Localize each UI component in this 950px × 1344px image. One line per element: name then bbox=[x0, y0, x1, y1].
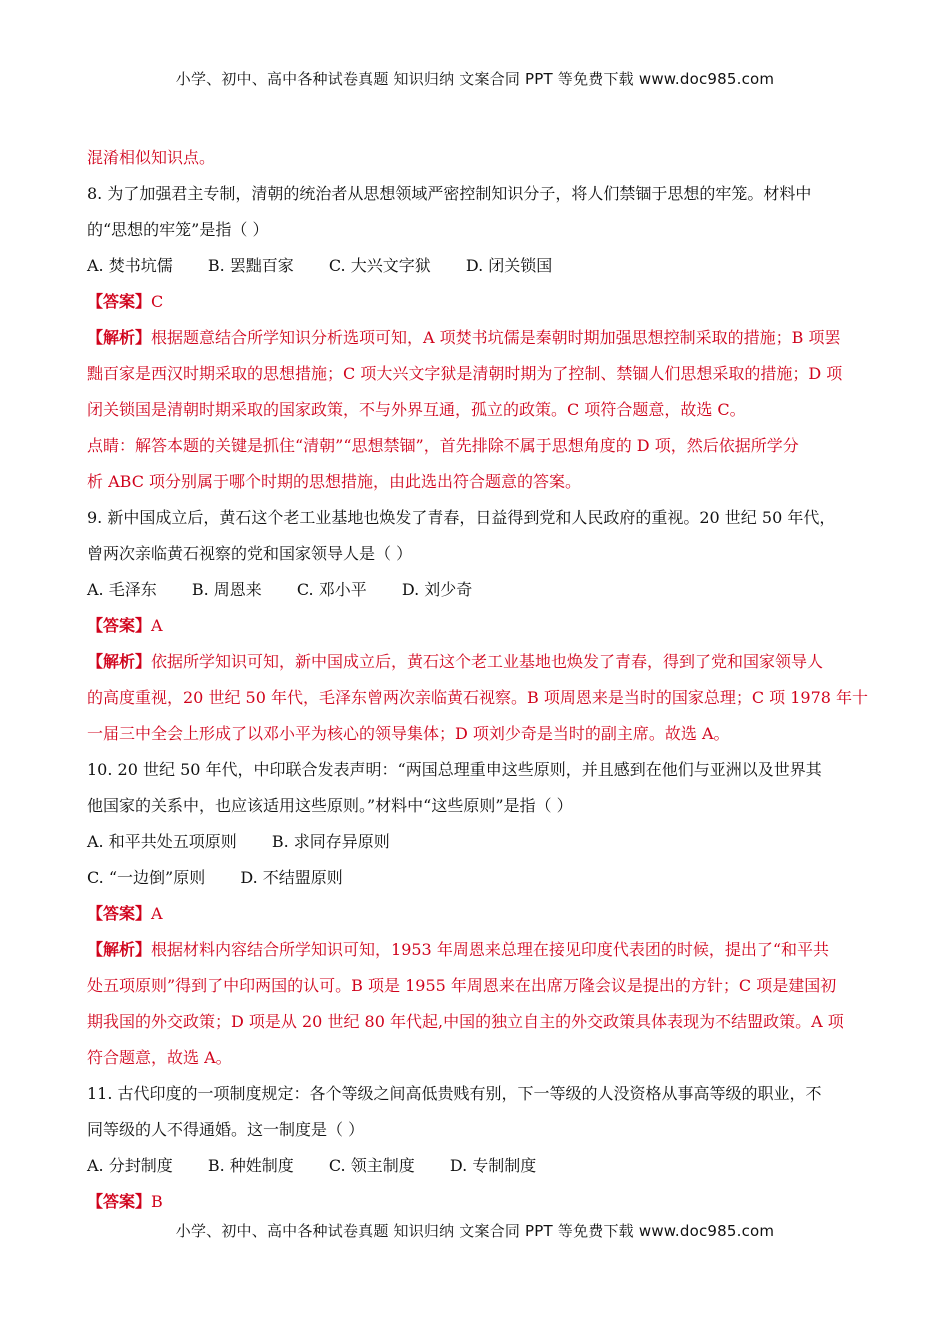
q8-stem-line1: 8. 为了加强君主专制，清朝的统治者从思想领域严密控制知识分子，将人们禁锢于思想的牢笼。材料中 bbox=[87, 184, 812, 203]
q10-analysis-line2: 处五项原则”得到了中印两国的认可。B 项是 1955 年周恩来在出席万隆会议是提出的方针；C 项是建国初 bbox=[87, 976, 837, 995]
q11-option-b: B. 种姓制度 bbox=[207, 1156, 294, 1175]
q9-option-d: D. 刘少奇 bbox=[401, 580, 473, 599]
q8-tip-line2: 析 ABC 项分别属于哪个时期的思想措施，由此选出符合题意的答案。 bbox=[87, 472, 582, 491]
q11-option-a: A. 分封制度 bbox=[87, 1156, 173, 1175]
answer-value: A bbox=[151, 616, 163, 635]
q10-analysis-line3: 期我国的外交政策；D 项是从 20 世纪 80 年代起,中国的独立自主的外交政策具体表现为不结盟政策。A 项 bbox=[87, 1012, 844, 1031]
answer-tag: 【答案】 bbox=[87, 292, 152, 311]
answer-tag: 【答案】 bbox=[87, 616, 152, 635]
q10-analysis-line1 bbox=[87, 932, 865, 968]
q10-option-c: C. “一边倒”原则 bbox=[87, 868, 206, 887]
intro-text: 混淆相似知识点。 bbox=[87, 148, 216, 167]
q8-tip-line1: 点睛：解答本题的关键是抓住“清朝”“思想禁锢”，首先排除不属于思想角度的 D 项，然后依据所学分 bbox=[87, 436, 799, 455]
analysis-text: 依据所学知识可知，新中国成立后，黄石这个老工业基地也焕发了青春，得到了党和国家领导人 bbox=[151, 652, 824, 671]
q11-answer bbox=[87, 1184, 865, 1220]
q8-options bbox=[87, 248, 865, 284]
q10-option-b: B. 求同存异原则 bbox=[271, 832, 390, 851]
analysis-text: 根据材料内容结合所学知识可知，1953 年周恩来总理在接见印度代表团的时候，提出了“和平共 bbox=[151, 940, 830, 959]
q11-stem-line1: 11. 古代印度的一项制度规定：各个等级之间高低贵贱有别，下一等级的人没资格从事高等级的职业，不 bbox=[87, 1084, 822, 1103]
answer-value: B bbox=[151, 1192, 163, 1211]
q8-option-a: A. 焚书坑儒 bbox=[87, 256, 173, 275]
q10-options-row2 bbox=[87, 860, 865, 896]
q10-analysis-line4: 符合题意，故选 A。 bbox=[87, 1048, 232, 1067]
q9-option-c: C. 邓小平 bbox=[296, 580, 367, 599]
q9-option-a: A. 毛泽东 bbox=[87, 580, 157, 599]
q10-option-a: A. 和平共处五项原则 bbox=[87, 832, 237, 851]
q9-analysis-line1 bbox=[87, 644, 865, 680]
q8-option-d: D. 闭关锁国 bbox=[465, 256, 553, 275]
q8-analysis-line3: 闭关锁国是清朝时期采取的国家政策，不与外界互通，孤立的政策。C 项符合题意，故选 C。 bbox=[87, 400, 746, 419]
analysis-tag: 【解析】 bbox=[87, 328, 152, 347]
q9-answer bbox=[87, 608, 865, 644]
q9-stem-line1: 9. 新中国成立后，黄石这个老工业基地也焕发了青春，日益得到党和人民政府的重视。20 世纪 50 年代， bbox=[87, 508, 836, 527]
document-body bbox=[87, 140, 869, 1220]
q10-options-row1 bbox=[87, 824, 865, 860]
q11-stem-line2: 同等级的人不得通婚。这一制度是（ ） bbox=[87, 1120, 365, 1139]
q8-stem-line2: 的“思想的牢笼”是指（ ） bbox=[87, 220, 269, 239]
q9-analysis-line2: 的高度重视，20 世纪 50 年代，毛泽东曾两次亲临黄石视察。B 项周恩来是当时的国家总理；C 项 1978 年十 bbox=[87, 688, 869, 707]
q9-options bbox=[87, 572, 865, 608]
q9-analysis-line3: 一届三中全会上形成了以邓小平为核心的领导集体；D 项刘少奇是当时的副主席。故选 A。 bbox=[87, 724, 730, 743]
q8-analysis-line2: 黜百家是西汉时期采取的思想措施；C 项大兴文字狱是清朝时期为了控制、禁锢人们思想采取的措施；D 项 bbox=[87, 364, 843, 383]
q10-stem-line2: 他国家的关系中，也应该适用这些原则。”材料中“这些原则”是指（ ） bbox=[87, 796, 573, 815]
page-footer: 小学、初中、高中各种试卷真题 知识归纳 文案合同 PPT 等免费下载 www.doc985.com bbox=[175, 1222, 775, 1240]
q9-stem-line2: 曾两次亲临黄石视察的党和国家领导人是（ ） bbox=[87, 544, 413, 563]
analysis-tag: 【解析】 bbox=[87, 652, 152, 671]
answer-value: A bbox=[151, 904, 163, 923]
q11-option-d: D. 专制制度 bbox=[449, 1156, 537, 1175]
q8-option-b: B. 罢黜百家 bbox=[207, 256, 294, 275]
answer-tag: 【答案】 bbox=[87, 1192, 152, 1211]
page-header: 小学、初中、高中各种试卷真题 知识归纳 文案合同 PPT 等免费下载 www.doc985.com bbox=[175, 70, 775, 88]
q8-analysis-line1 bbox=[87, 320, 865, 356]
analysis-tag: 【解析】 bbox=[87, 940, 152, 959]
q11-options bbox=[87, 1148, 865, 1184]
answer-tag: 【答案】 bbox=[87, 904, 152, 923]
q11-option-c: C. 领主制度 bbox=[328, 1156, 415, 1175]
q10-answer bbox=[87, 896, 865, 932]
analysis-text: 根据题意结合所学知识分析选项可知，A 项焚书坑儒是秦朝时期加强思想控制采取的措施；B 项罢 bbox=[151, 328, 841, 347]
answer-value: C bbox=[151, 292, 164, 311]
q10-option-d: D. 不结盟原则 bbox=[240, 868, 343, 887]
q8-option-c: C. 大兴文字狱 bbox=[328, 256, 431, 275]
q10-stem-line1: 10. 20 世纪 50 年代，中印联合发表声明：“两国总理重申这些原则，并且感到在他们与亚洲以及世界其 bbox=[87, 760, 822, 779]
q9-option-b: B. 周恩来 bbox=[191, 580, 262, 599]
q8-answer bbox=[87, 284, 865, 320]
